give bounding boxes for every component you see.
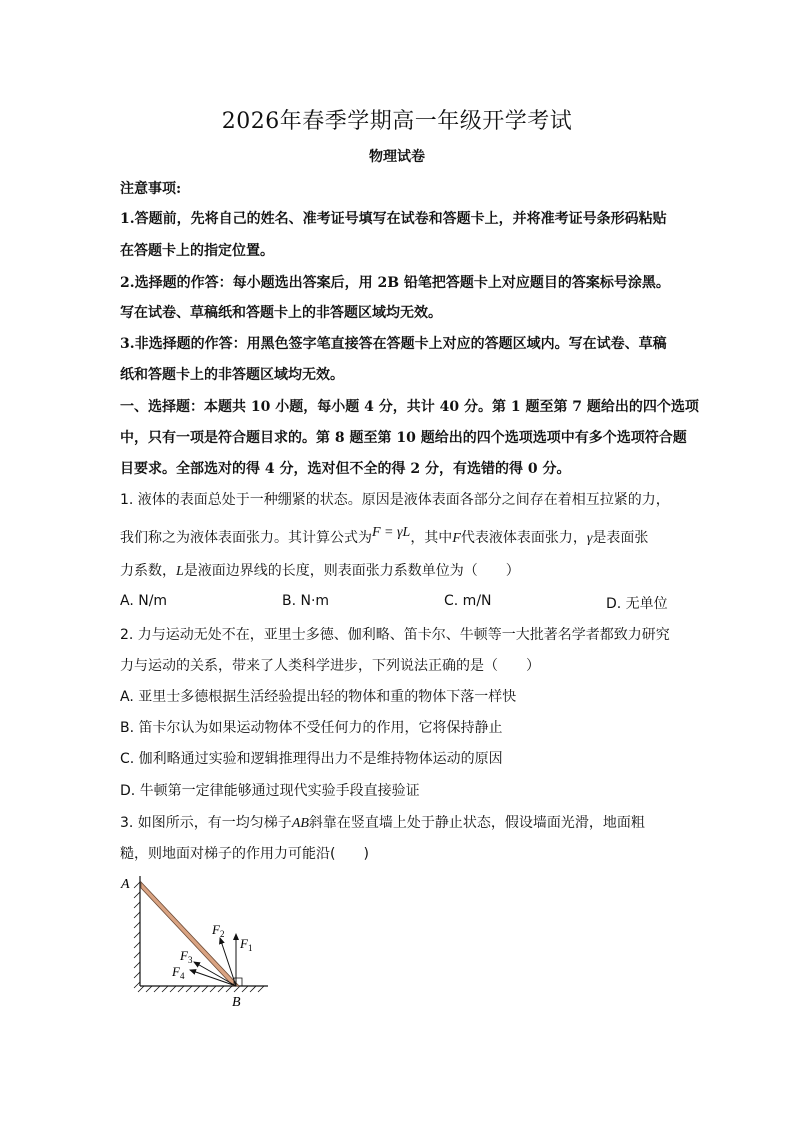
section-1-line-1: 一、选择题：本题共 10 小题，每小题 4 分，共计 40 分。第 1 题至第 7 题给出的四个选项 (120, 399, 699, 415)
q1-option-a[interactable]: A. N/m (120, 593, 168, 609)
q1-var-l: L (176, 564, 184, 579)
q1-formula: F = γL (372, 525, 411, 540)
q2-option-a[interactable]: A. 亚里士多德根据生活经验提出轻的物体和重的物体下落一样快 (120, 689, 517, 705)
q2-line-1: 2. 力与运动无处不在，亚里士多德、伽利略、笛卡尔、牛顿等一大批著名学者都致力研究 (120, 627, 670, 643)
q1-option-d[interactable]: D. 无单位 (606, 596, 668, 612)
q3-line-2: 糙，则地面对梯子的作用力可能沿( ) (120, 846, 369, 862)
wall (134, 876, 140, 988)
q3-var-ab: AB (291, 816, 309, 831)
q1-line-2-post: 是表面张 (592, 530, 649, 546)
q1-line-2 (120, 527, 680, 547)
q2-option-b[interactable]: B. 笛卡尔认为如果运动物体不受任何力的作用，它将保持静止 (120, 720, 503, 736)
notice-item-2-line-1: 2.选择题的作答：每小题选出答案后，用 2B 铅笔把答题卡上对应题目的答案标号涂黑。 (120, 275, 670, 291)
q1-line-2-mid: ，其中 (410, 530, 453, 546)
q2-option-c[interactable]: C. 伽利略通过实验和逻辑推理得出力不是维持物体运动的原因 (120, 751, 503, 767)
q1-line-3 (120, 560, 680, 580)
q1-var-f: F (452, 531, 461, 546)
q1-line-2-pre: 我们称之为液体表面张力。其计算公式为 (120, 530, 372, 546)
notice-heading: 注意事项: (120, 181, 182, 197)
q1-line-3-post: 是液面边界线的长度，则表面张力系数单位为（ ） (183, 563, 520, 579)
q3-line-1 (120, 812, 680, 832)
q1-line-2-mid2: 代表液体表面张力， (460, 530, 587, 546)
notice-item-1-line-1: 1.答题前，先将自己的姓名、准考证号填写在试卷和答题卡上，并将准考证号条形码粘贴 (120, 211, 667, 227)
q1-option-c[interactable]: C. m/N (444, 593, 492, 609)
exam-title: 2026年春季学期高一年级开学考试 (221, 109, 573, 134)
label-f2: $F_2$ (212, 922, 225, 939)
label-f4: $F_4$ (172, 964, 185, 981)
notice-item-3-line-1: 3.非选择题的作答：用黑色签字笔直接答在答题卡上对应的答题区域内。写在试卷、草稿 (120, 336, 667, 352)
ground (138, 986, 268, 992)
label-b: B (232, 995, 241, 1010)
notice-item-1-line-2: 在答题卡上的指定位置。 (120, 243, 274, 259)
q2-line-2: 力与运动的关系，带来了人类科学进步，下列说法正确的是（ ） (120, 658, 540, 674)
q1-option-b[interactable]: B. N·m (282, 593, 330, 609)
section-1-line-3: 目要求。全部选对的得 4 分，选对但不全的得 2 分，有选错的得 0 分。 (120, 461, 571, 477)
q3-line-1-post: 斜靠在竖直墙上处于静止状态，假设墙面光滑，地面粗 (308, 815, 645, 831)
label-f3: $F_3$ (180, 948, 193, 965)
q1-line-3-pre: 力系数， (120, 563, 176, 579)
notice-item-3-line-2: 纸和答题卡上的非答题区域均无效。 (120, 367, 344, 383)
q2-option-d[interactable]: D. 牛顿第一定律能够通过现代实验手段直接验证 (120, 783, 420, 799)
notice-item-2-line-2: 写在试卷、草稿纸和答题卡上的非答题区域均无效。 (120, 305, 442, 321)
q1-line-1: 1. 液体的表面总处于一种绷紧的状态。原因是液体表面各部分之间存在着相互拉紧的力， (120, 492, 670, 508)
section-1-line-2: 中，只有一项是符合题目求的。第 8 题至第 10 题给出的四个选项选项中有多个选项符合题 (120, 430, 687, 446)
q3-line-1-pre: 3. 如图所示，有一均匀梯子 (120, 815, 292, 831)
label-a: A (121, 877, 130, 892)
label-f1: $F_1$ (240, 936, 253, 953)
q1-var-gamma: γ (586, 531, 593, 546)
ladder-figure (116, 872, 276, 1012)
exam-subtitle: 物理试卷 (369, 149, 425, 165)
